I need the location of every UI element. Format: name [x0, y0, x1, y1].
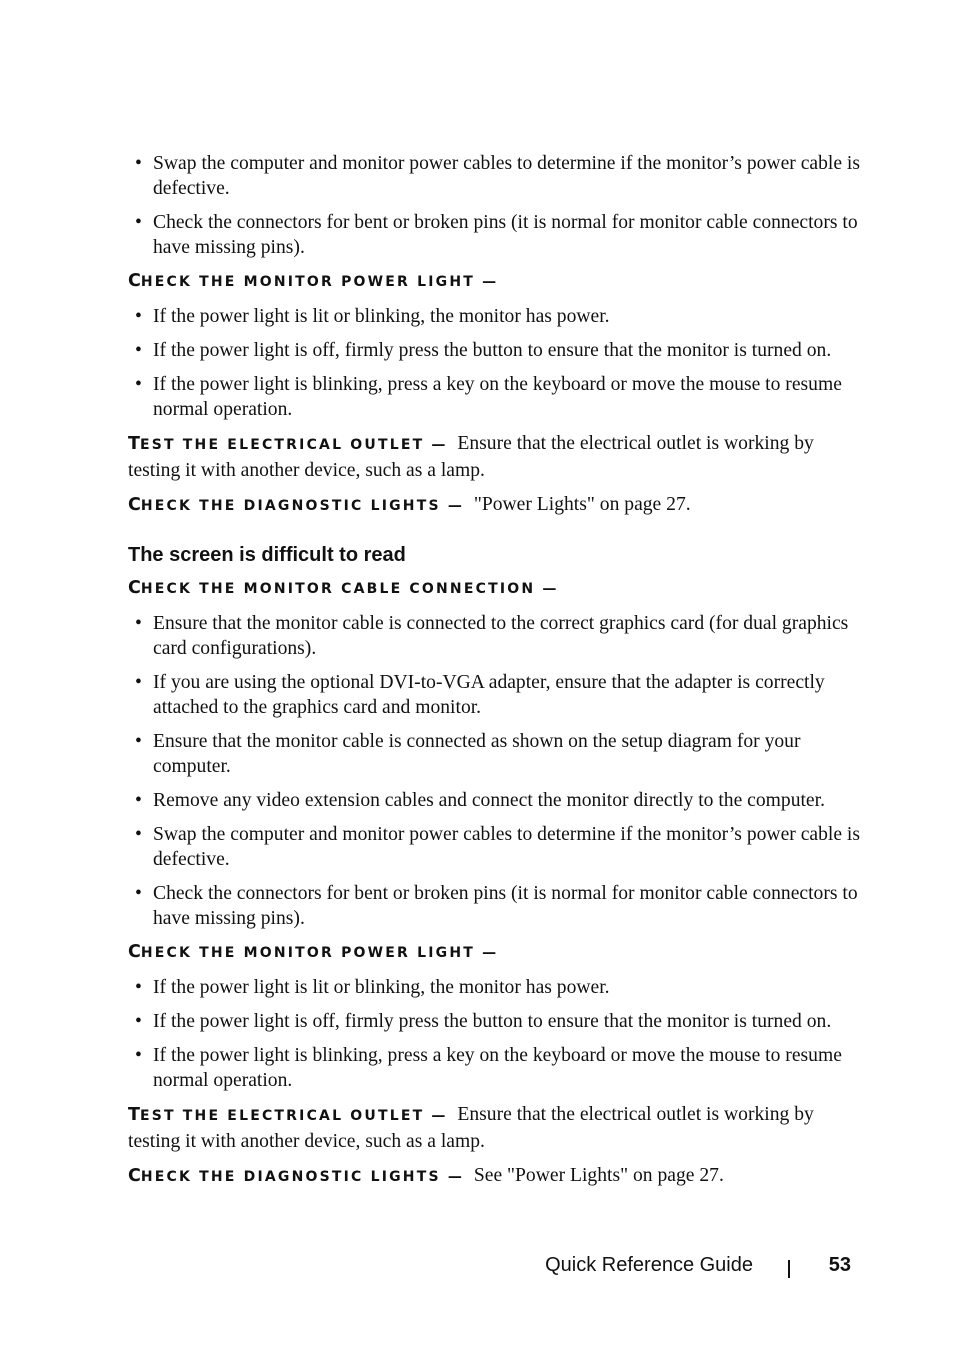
- list-item: • Ensure that the monitor cable is connected as shown on the setup diagram for your computer.: [128, 729, 860, 779]
- list-item: • Check the connectors for bent or broken pins (it is normal for monitor cable connectors to have missing pins).: [128, 881, 860, 931]
- list-item: • If the power light is lit or blinking, the monitor has power.: [128, 975, 860, 1000]
- list-item: • Swap the computer and monitor power cables to determine if the monitor’s power cable is defective.: [128, 822, 860, 872]
- lead-heading: [128, 495, 465, 515]
- heading-initial: T: [128, 1105, 140, 1125]
- document-page: [128, 151, 860, 1199]
- heading-text: HECK THE MONITOR POWER LIGHT —: [140, 945, 499, 961]
- heading-check-power-light: [128, 940, 860, 966]
- heading-initial: C: [128, 495, 141, 515]
- paragraph-text: Ensure that the electrical outlet is working by testing it with another device, such as a lamp.: [128, 1104, 814, 1152]
- bullet-list-cable-connection: [128, 611, 860, 931]
- list-item: • If the power light is off, firmly press the button to ensure that the monitor is turned on.: [128, 338, 860, 363]
- paragraph-electrical-outlet: [128, 1102, 860, 1154]
- heading-initial: C: [128, 578, 141, 598]
- heading-initial: C: [128, 1166, 141, 1186]
- heading-text: HECK THE MONITOR CABLE CONNECTION —: [140, 581, 559, 597]
- heading-initial: C: [128, 942, 141, 962]
- heading-check-cable-connection: [128, 576, 860, 602]
- list-item: • If the power light is off, firmly press the button to ensure that the monitor is turned on.: [128, 1009, 860, 1034]
- lead-heading: [128, 1105, 448, 1125]
- lead-heading: [128, 1166, 465, 1186]
- list-item: • Swap the computer and monitor power cables to determine if the monitor’s power cable is defective.: [128, 151, 860, 201]
- bullet-list-cables: [128, 151, 860, 260]
- heading-text: HECK THE DIAGNOSTIC LIGHTS —: [140, 498, 465, 514]
- paragraph-diagnostic-lights: [128, 1163, 860, 1190]
- section-title: The screen is difficult to read: [128, 544, 406, 566]
- heading-initial: C: [128, 271, 141, 291]
- paragraph-text: See "Power Lights" on page 27.: [473, 1165, 724, 1186]
- list-item: • If the power light is lit or blinking, the monitor has power.: [128, 304, 860, 329]
- heading-initial: T: [128, 434, 140, 454]
- page-footer: [0, 1254, 954, 1282]
- footer-guide-title: Quick Reference Guide: [545, 1254, 753, 1276]
- heading-text: EST THE ELECTRICAL OUTLET —: [139, 1108, 448, 1124]
- bullet-list-power-light: [128, 304, 860, 422]
- list-item: • If the power light is blinking, press a key on the keyboard or move the mouse to resume normal operation.: [128, 1043, 860, 1093]
- lead-heading: [128, 434, 448, 454]
- heading-text: HECK THE MONITOR POWER LIGHT —: [140, 274, 499, 290]
- list-item: • Remove any video extension cables and connect the monitor directly to the computer.: [128, 788, 860, 813]
- footer-divider: [788, 1260, 790, 1278]
- paragraph-electrical-outlet: [128, 431, 860, 483]
- heading-check-power-light: [128, 269, 860, 295]
- heading-text: EST THE ELECTRICAL OUTLET —: [139, 437, 448, 453]
- list-item: • Check the connectors for bent or broken pins (it is normal for monitor cable connectors to have missing pins).: [128, 210, 860, 260]
- list-item: • If you are using the optional DVI-to-VGA adapter, ensure that the adapter is correctly attached to the graphics card and monitor.: [128, 670, 860, 720]
- heading-text: HECK THE DIAGNOSTIC LIGHTS —: [140, 1169, 465, 1185]
- paragraph-text: Ensure that the electrical outlet is working by testing it with another device, such as a lamp.: [128, 433, 814, 481]
- paragraph-text: "Power Lights" on page 27.: [473, 494, 691, 515]
- bullet-list-power-light: [128, 975, 860, 1093]
- list-item: • If the power light is blinking, press a key on the keyboard or move the mouse to resume normal operation.: [128, 372, 860, 422]
- page-number: 53: [828, 1254, 851, 1276]
- paragraph-diagnostic-lights: [128, 492, 860, 519]
- list-item: • Ensure that the monitor cable is connected to the correct graphics card (for dual graphics card configurations).: [128, 611, 860, 661]
